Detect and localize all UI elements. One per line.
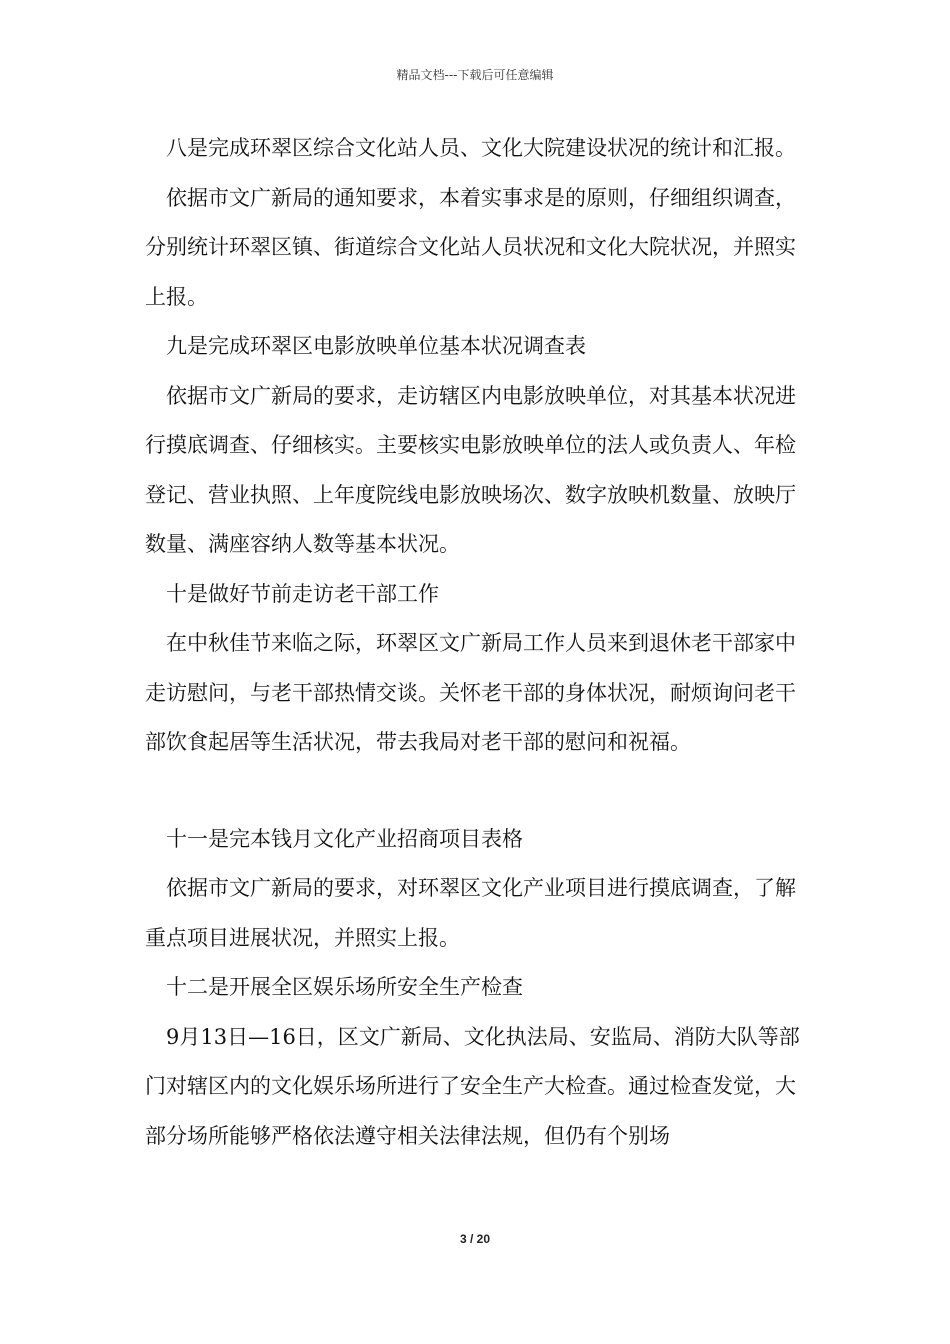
paragraph-item-11-heading: 十一是完本钱月文化产业招商项目表格 xyxy=(166,826,523,851)
page-number: 3 / 20 xyxy=(459,1232,491,1246)
page-header: 精品文档---下载后可任意编辑 xyxy=(396,68,554,82)
paragraph-item-8-heading: 八是完成环翠区综合文化站人员、文化大院建设状况的统计和汇报。 xyxy=(166,136,796,160)
paragraph-item-12-body: 9月13日—16日，区文广新局、文化执法局、安监局、消防大队等部门对辖区内的文化娱乐场所进行了安全生产大检查。通过检查发觉，大部分场所能够严格依法遵守相关法律法规，但仍有个别场 xyxy=(145,1024,800,1148)
paragraph-item-12-heading: 十二是开展全区娱乐场所安全生产检查 xyxy=(166,975,523,999)
blank-line xyxy=(145,768,810,815)
paragraph-item-9-heading: 九是完成环翠区电影放映单位基本状况调查表 xyxy=(166,334,586,358)
paragraph-item-10-body: 在中秋佳节来临之际，环翠区文广新局工作人员来到退休老干部家中走访慰问，与老干部热情交谈。关怀老干部的身体状况，耐烦询问老干部饮食起居等生活状况，带去我局对老干部的慰问和祝福。 xyxy=(145,631,796,754)
paragraph-item-11-body: 依据市文广新局的要求，对环翠区文化产业项目进行摸底调查，了解重点项目进展状况，并照实上报。 xyxy=(145,876,796,950)
paragraph-item-9-body: 依据市文广新局的要求，走访辖区内电影放映单位，对其基本状况进行摸底调查、仔细核实。主要核实电影放映单位的法人或负责人、年检登记、营业执照、上年度院线电影放映场次、数字放映机数量、放映厅数量、满座容纳人数等基本状况。 xyxy=(145,383,796,556)
document-body xyxy=(145,124,810,1161)
paragraph-item-10-heading: 十是做好节前走访老干部工作 xyxy=(166,581,439,606)
paragraph-item-8-body: 依据市文广新局的通知要求，本着实事求是的原则，仔细组织调查，分别统计环翠区镇、街道综合文化站人员状况和文化大院状况，并照实上报。 xyxy=(145,185,796,309)
